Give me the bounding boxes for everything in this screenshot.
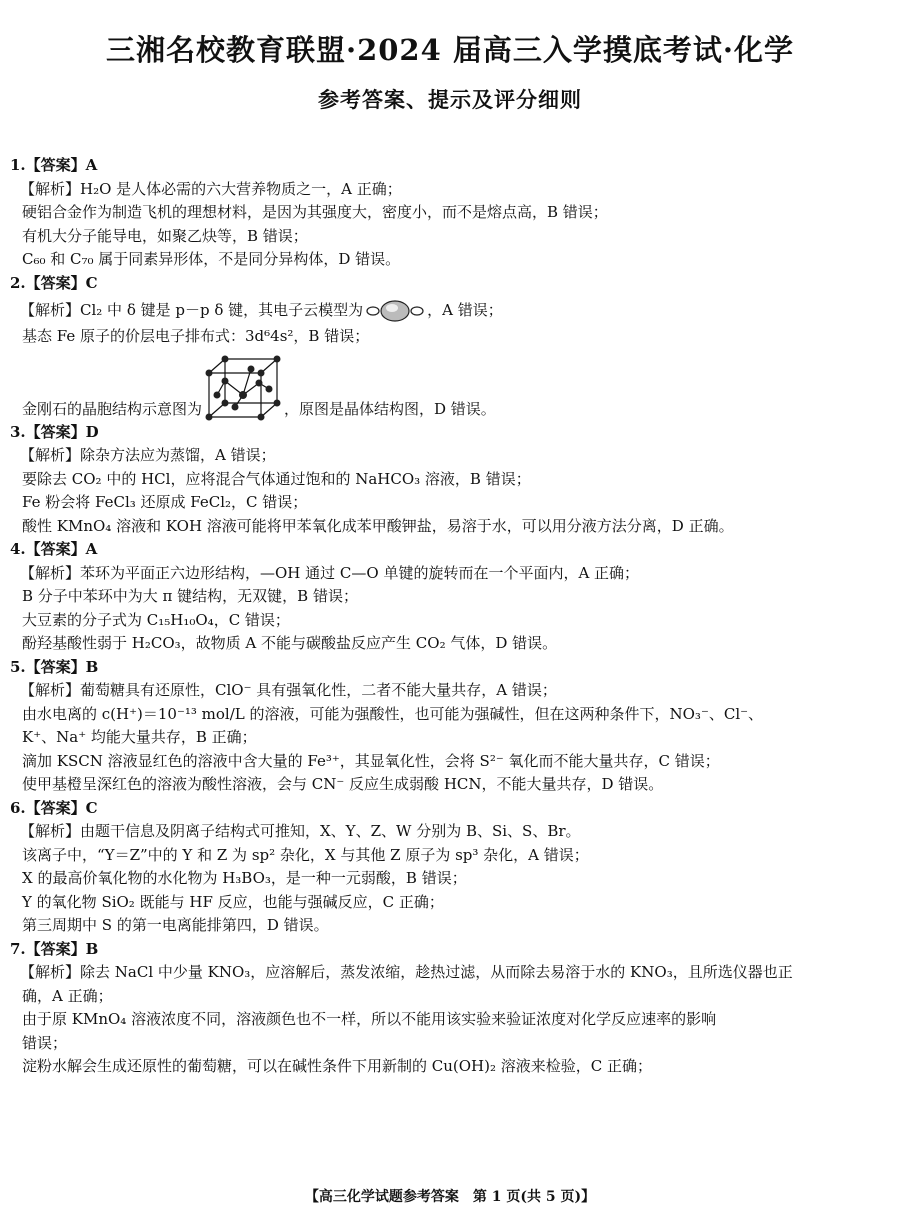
q2-analysis-3	[10, 349, 895, 421]
q4-analysis-3: 大豆素的分子式为 C₁₅H₁₀O₄，C 错误；	[22, 610, 290, 629]
q7-analysis-1: 【解析】除去 NaCl 中少量 KNO₃，应溶解后，蒸发浓缩，趁热过滤，从而除去易溶于水的 KNO₃，且所选仪器也正	[20, 963, 793, 981]
page-footer: 【高三化学试题参考答案 第 1 页(共 5 页)】	[304, 1189, 596, 1205]
q5-analysis-4: 滴加 KSCN 溶液显红色的溶液中含大量的 Fe³⁺，其显氧化性，会将 S²⁻ 氧化而不能大量共存，C 错误；	[22, 751, 720, 770]
q1-analysis-3: 有机大分子能导电，如聚乙炔等，B 错误；	[22, 226, 308, 245]
q6-analysis-5: 第三周期中 S 的第一电离能排第四，D 错误。	[22, 916, 329, 934]
q4-analysis-1: 【解析】苯环为平面正六边形结构，—OH 通过 C—O 单键的旋转而在一个平面内，A 正确；	[20, 563, 640, 582]
q2-analysis-1a: 【解析】Cl₂ 中 δ 键是 p－p δ 键，其电子云模型为	[20, 301, 364, 319]
q2-analysis-2: 基态 Fe 原子的价层电子排布式：3d⁶4s²，B 错误；	[22, 327, 370, 345]
q1-analysis-4: C₆₀ 和 C₇₀ 属于同素异形体，不是同分异构体，D 错误。	[22, 250, 401, 268]
q3-answer: 3.【答案】D	[10, 422, 99, 441]
q7-answer: 7.【答案】B	[10, 939, 99, 958]
page-subtitle: 参考答案、提示及评分细则	[318, 87, 582, 112]
p-orbital-sigma-bond-figure	[365, 300, 425, 322]
q6-analysis-1: 【解析】由题干信息及阴离子结构式可推知，X、Y、Z、W 分别为 B、Si、S、Br。	[20, 822, 581, 840]
q5-analysis-2: 由水电离的 c(H⁺)＝10⁻¹³ mol/L 的溶液，可能为强酸性，也可能为强碱性，但在这两种条件下，NO₃⁻、Cl⁻、	[22, 704, 764, 723]
q5-analysis-3: K⁺、Na⁺ 均能大量共存，B 正确；	[22, 728, 257, 746]
q5-answer: 5.【答案】B	[10, 657, 99, 676]
q7-analysis-4: 错误；	[22, 1033, 68, 1052]
q3-analysis-4: 酸性 KMnO₄ 溶液和 KOH 溶液可能将甲苯氧化成苯甲酸钾盐，易溶于水，可以用分液方法分离，D 正确。	[22, 516, 734, 535]
q4-analysis-4: 酚羟基酸性弱于 H₂CO₃，故物质 A 不能与碳酸盐反应产生 CO₂ 气体，D 错误。	[22, 634, 558, 652]
q3-analysis-2: 要除去 CO₂ 中的 HCl，应将混合气体通过饱和的 NaHCO₃ 溶液，B 错误；	[22, 469, 531, 488]
page-title: 三湘名校教育联盟·2024 届高三入学摸底考试·化学	[105, 33, 794, 67]
q2-analysis-3b: ，原图是晶体结构图，D 错误。	[284, 399, 496, 418]
diamond-unit-cell-figure	[203, 355, 283, 421]
answer-body	[10, 154, 895, 1079]
q1-analysis-1: 【解析】H₂O 是人体必需的六大营养物质之一，A 正确；	[20, 179, 402, 198]
q1-answer: 1.【答案】A	[10, 156, 98, 174]
q2-analysis-1	[10, 295, 895, 325]
q1-analysis-2: 硬铝合金作为制造飞机的理想材料，是因为其强度大，密度小，而不是熔点高，B 错误；	[22, 203, 608, 221]
q3-analysis-1: 【解析】除杂方法应为蒸馏，A 错误；	[20, 446, 276, 464]
q5-analysis-5: 使甲基橙呈深红色的溶液为酸性溶液，会与 CN⁻ 反应生成弱酸 HCN，不能大量共存，D 错误。	[22, 775, 664, 793]
q4-analysis-2: B 分子中苯环中为大 π 键结构，无双键，B 错误；	[22, 587, 358, 605]
q7-analysis-5: 淀粉水解会生成还原性的葡萄糖，可以在碱性条件下用新制的 Cu(OH)₂ 溶液来检验，C 正确；	[22, 1057, 653, 1075]
q7-analysis-2: 确，A 正确；	[22, 986, 113, 1005]
q6-analysis-2: 该离子中，“Y＝Z”中的 Y 和 Z 为 sp² 杂化，X 与其他 Z 原子为 sp³ 杂化，A 错误；	[22, 845, 589, 864]
q3-analysis-3: Fe 粉会将 FeCl₃ 还原成 FeCl₂，C 错误；	[22, 493, 308, 511]
q4-answer: 4.【答案】A	[10, 540, 98, 558]
q2-analysis-3a: 金刚石的晶胞结构示意图为	[22, 399, 203, 418]
q2-analysis-1b: ，A 错误；	[427, 301, 503, 319]
q2-answer: 2.【答案】C	[10, 273, 98, 292]
q6-analysis-4: Y 的氧化物 SiO₂ 既能与 HF 反应，也能与强碱反应，C 正确；	[22, 892, 444, 911]
q7-analysis-3: 由于原 KMnO₄ 溶液浓度不同，溶液颜色也不一样，所以不能用该实验来验证浓度对化学反应速率的影响	[22, 1010, 717, 1028]
q5-analysis-1: 【解析】葡萄糖具有还原性，ClO⁻ 具有强氧化性，二者不能大量共存，A 错误；	[20, 681, 557, 699]
q6-answer: 6.【答案】C	[10, 798, 98, 817]
q6-analysis-3: X 的最高价氧化物的水化物为 H₃BO₃，是一种一元弱酸，B 错误；	[22, 869, 467, 887]
